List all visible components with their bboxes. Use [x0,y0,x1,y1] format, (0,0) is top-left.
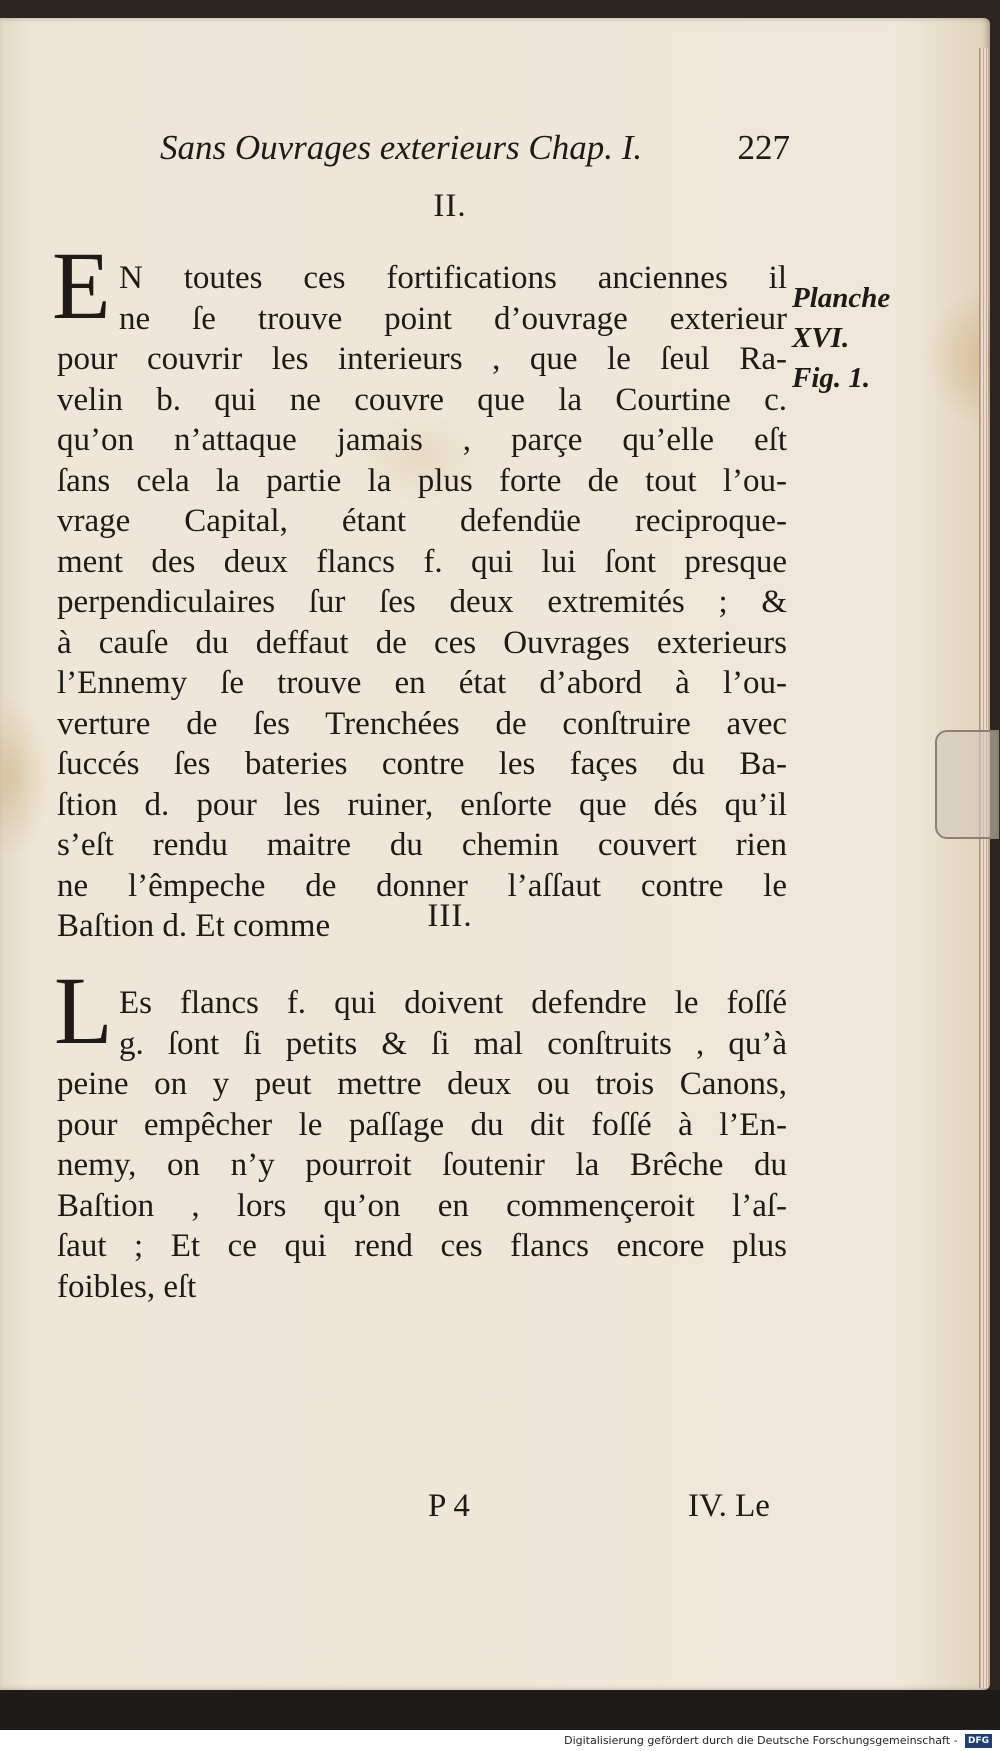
text-line: ſans cela la partie la plus forte de tout l’ou- [57,462,787,499]
text-line: foibles, eſt [57,1268,197,1305]
credit-text: Digitalisierung gefördert durch die Deutsche Forschungsgemeinschaft - [564,1734,958,1747]
margin-note-line: Fig. 1. [792,362,871,394]
text-line: à cauſe du deffaut de ces Ouvrages exterieurs [57,624,787,661]
text-line: Baſtion , lors qu’on en commençeroit l’aſ- [57,1187,787,1224]
text-line: Es flancs f. qui doivent defendre le foſſé [119,985,787,1021]
text-line: perpendiculaires ſur ſes deux extremités ; & [57,584,787,620]
text-line: ne l’êmpeche de donner l’aſſaut contre le [57,867,787,904]
margin-note-line: XVI. [792,322,850,354]
text-line: ment des deux flancs f. qui lui ſont presque [57,543,787,580]
drop-cap-e: E [52,232,111,339]
running-head [160,128,790,168]
section-number-2: II. [433,188,467,224]
scan-background [0,1690,1000,1730]
page-number: 227 [737,128,790,167]
text-line: vrage Capital, étant defendüe reciproque- [57,503,787,539]
margin-note-plate-reference [792,278,902,398]
text-line: ſaut ; Et ce qui rend ces flancs encore plus [57,1228,787,1264]
running-head-title: Sans Ouvrages exterieurs Chap. I. [160,128,643,167]
page-clip [935,730,999,839]
text-line: nemy, on n’y pourroit ſoutenir la Brêche du [57,1147,787,1183]
page-edge [979,48,988,1688]
text-line: l’Ennemy ſe trouve en état d’abord à l’ou- [57,665,787,701]
book-page [0,18,990,1690]
text-line: ſtion d. pour les ruiner, enſorte que dés qu’il [57,786,787,823]
text-line: peine on y peut mettre deux ou trois Canons, [57,1066,787,1102]
drop-cap-l: L [54,957,113,1064]
digitization-credit-bar [0,1730,1000,1751]
margin-note-line: Planche [792,282,891,314]
text-line: velin b. qui ne couvre que la Courtine c. [57,381,787,418]
paragraph-section-2 [57,258,787,947]
section-number-3: III. [427,898,473,934]
signature-mark: P 4 [428,1488,470,1524]
text-line: qu’on n’attaque jamais , parçe qu’elle eſt [57,422,787,458]
text-line: g. ſont ſi petits & ſi mal conſtruits , qu’à [119,1025,787,1062]
catchword: IV. Le [688,1488,770,1524]
text-line: ne ſe trouve point d’ouvrage exterieur [119,300,787,337]
text-line: verture de ſes Trenchées de conſtruire avec [57,705,787,742]
text-line: s’eſt rendu maitre du chemin couvert rien [57,827,787,863]
text-line: pour empêcher le paſſage du dit foſſé à l’En- [57,1106,787,1143]
dfg-logo: DFG [965,1734,992,1748]
text-line: ſuccés ſes bateries contre les façes du Ba- [57,746,787,782]
text-line: pour couvrir les interieurs , que le ſeul Ra- [57,341,787,377]
text-line: Baſtion d. Et comme [57,908,331,944]
paragraph-section-3 [57,983,787,1307]
text-line: N toutes ces fortifications anciennes il [119,260,787,296]
